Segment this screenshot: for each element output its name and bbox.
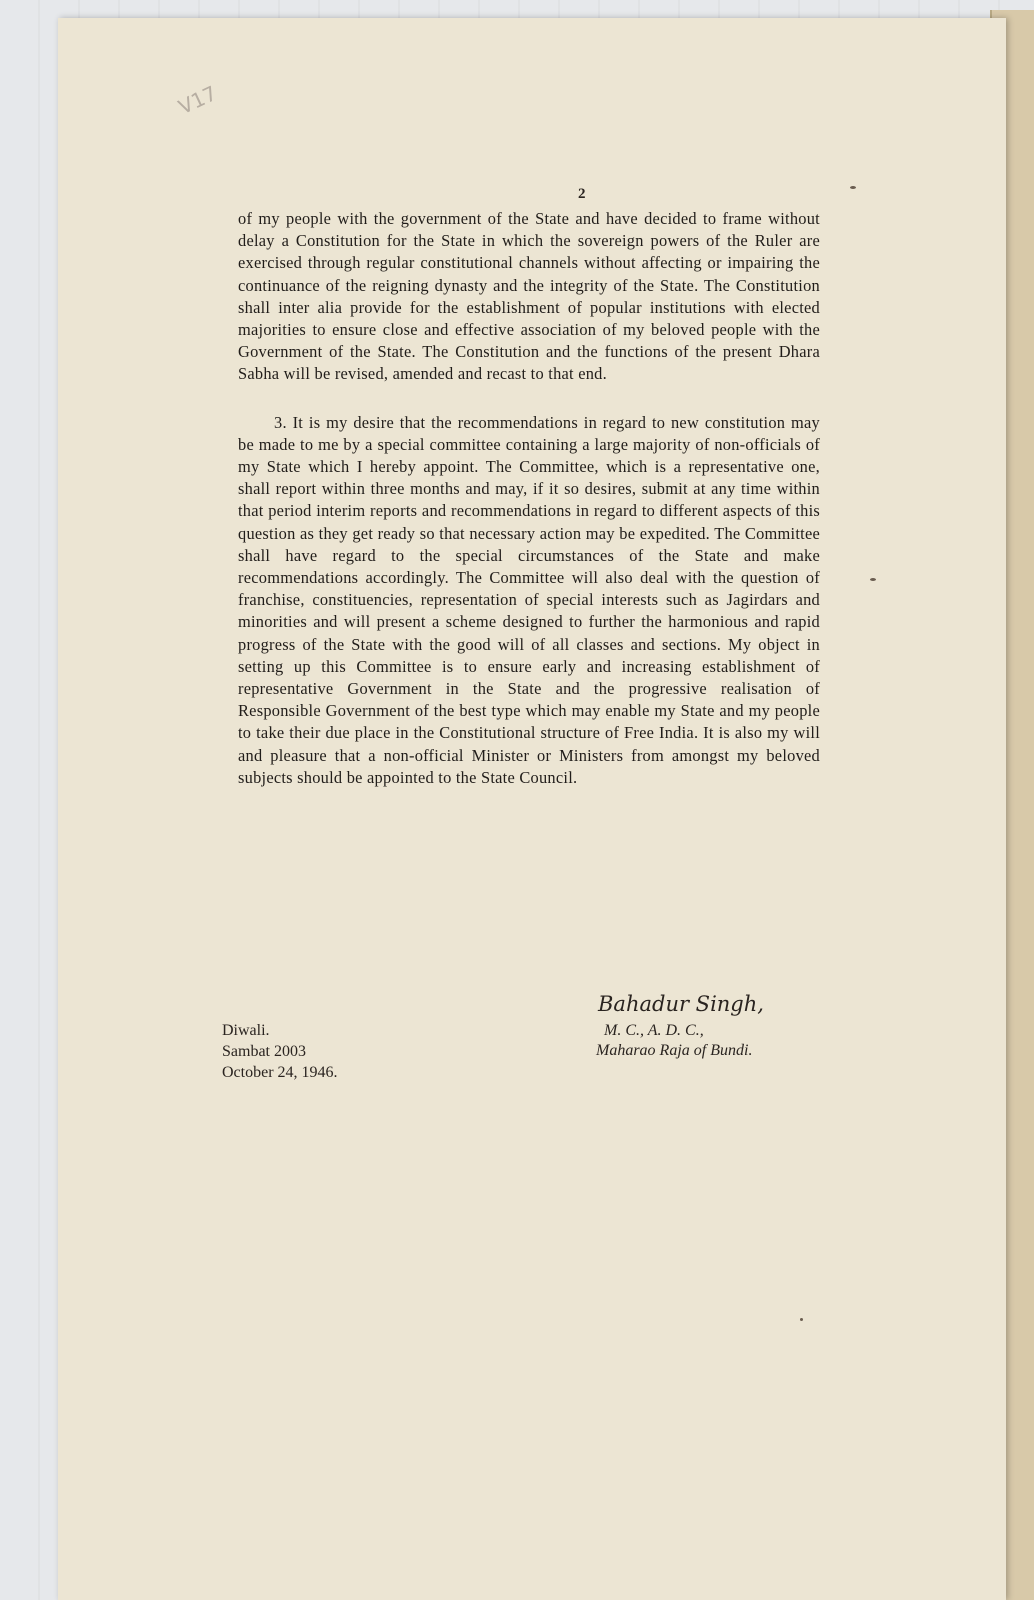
occasion-line: Diwali. — [222, 1022, 270, 1039]
signature-office: Maharao Raja of Bundi. — [596, 1042, 753, 1059]
date-block — [222, 1020, 338, 1083]
document-body — [238, 208, 820, 789]
date-line: October 24, 1946. — [222, 1064, 338, 1081]
paper-blemish — [870, 578, 876, 581]
paper-blemish — [850, 186, 856, 189]
paragraph-continuation: of my people with the government of the State and have decided to frame without delay a Constitution for the State in which the sovereign powers of the Ruler are exercised through regular constitutional channels without affecting or impairing the continuance of the reigning dynasty and the integrity of the State. The Constitution shall inter alia provide for the establishment of popular institutions with elected majorities to ensure close and effective association of my beloved people with the Government of the State. The Constitution and the functions of the present Dhara Sabha will be revised, amended and recast to that end. — [238, 209, 820, 384]
paper-blemish — [800, 1318, 803, 1321]
pencil-annotation: V17 — [174, 80, 221, 120]
signature-name: Bahadur Singh, — [598, 992, 764, 1016]
sambat-line: Sambat 2003 — [222, 1043, 306, 1060]
page-number: 2 — [578, 186, 586, 202]
signature-title: M. C., A. D. C., — [604, 1022, 704, 1039]
paragraph-3: 3. It is my desire that the recommendations in regard to new constitution may be made to me by a special committee containing a large majority of non-officials of my State which I hereby appoint. The Committee, which is a representative one, shall report within three months and may, if it so desires, submit at any time within that period interim reports and recommendations in regard to different aspects of this question as they get ready so that necessary action may be expedited. The Committee shall have regard to the special circumstances of the State and make recommendations accordingly. The Committee will also deal with the question of franchise, constituencies, representation of special interests such as Jagirdars and minorities and will present a scheme designed to further the harmonious and rapid progress of the State with the good will of all classes and sections. My object in setting up this Committee is to ensure early and increasing establishment of representative Government in the State and the progressive realisation of Responsible Government of the best type which may enable my State and my people to take their due place in the Constitutional structure of Free India. It is also my will and pleasure that a non-official Minister or Ministers from amongst my beloved subjects should be appointed to the State Council. — [238, 412, 820, 787]
signature-block — [596, 992, 836, 1060]
